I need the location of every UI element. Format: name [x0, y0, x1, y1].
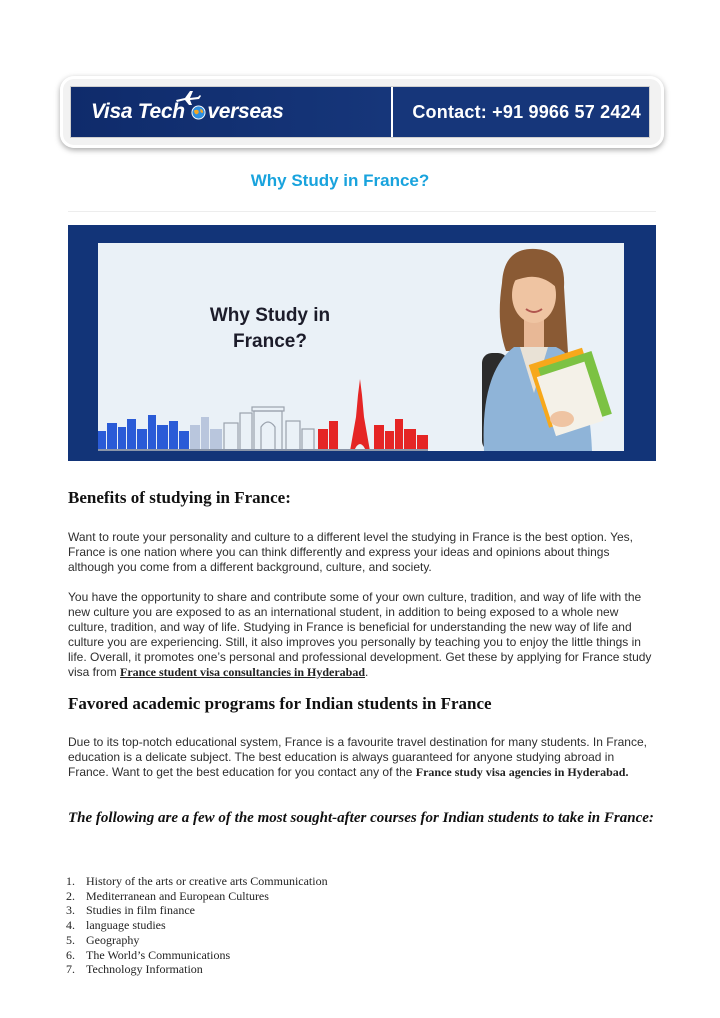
france-visa-agencies-text: France study visa agencies in Hyderabad. — [415, 765, 629, 779]
benefits-paragraph-2 — [68, 590, 658, 680]
logo-area — [71, 87, 391, 137]
list-item: 1. History of the arts or creative arts Communication — [66, 874, 328, 888]
programs-paragraph-text: Due to its top-notch educational system, France is a favourite travel destination for many students. In France, education is a delicate subject. The best education is always guaranteed for anyone studying abroad in France. Want to get the best education for you contact any of the — [68, 735, 647, 779]
student-illustration — [444, 243, 624, 451]
globe-icon — [191, 105, 206, 120]
list-item: 2. Mediterranean and European Cultures — [66, 888, 269, 903]
programs-paragraph — [68, 735, 658, 780]
benefits-paragraph-1: Want to route your personality and culture to a different level the studying in France is the best option. Yes, France is one nation where you can think differently and express your ideas and opinions about things although you come from a different background, culture, and society. — [68, 530, 634, 574]
header-banner — [70, 86, 650, 138]
programs-heading: Favored academic programs for Indian students in France — [68, 694, 492, 713]
list-item: 3. Studies in film finance — [66, 903, 195, 918]
benefits-paragraph-2-text: You have the opportunity to share and contribute some of your own culture, tradition, and way of life with the new culture you are exposed to as an international student, in addition to being exposed to a whole new culture, tradition, and way of life. Studying in France is beneficial for understanding the new way of life and culture you are experiencing. Still, it also improves you personally by teaching you to enjoy the little things in life. Overall, it promotes one’s personal and professional development. Get these by applying for France study visa from — [68, 590, 652, 679]
list-item: 4. language studies — [66, 918, 166, 933]
contact-phone: Contact: +91 9966 57 2424 — [412, 101, 641, 122]
courses-subheading: The following are a few of the most sought-after courses for Indian students to take in France: — [68, 810, 654, 826]
hero-line-1: Why Study in — [209, 305, 331, 326]
benefits-heading: Benefits of studying in France: — [68, 488, 291, 507]
logo-text-1: Visa Tech — [91, 100, 185, 123]
hero-inner-panel — [98, 243, 624, 451]
list-item: 7. Technology Information — [66, 962, 203, 977]
airplane-icon — [175, 90, 201, 106]
france-visa-consultancies-link[interactable]: France student visa consultancies in Hyderabad — [120, 665, 366, 679]
courses-list — [66, 874, 466, 977]
contact-area — [391, 87, 649, 137]
benefits-paragraph-2-end: . — [365, 665, 369, 679]
list-item: 5. Geography — [66, 932, 140, 947]
hero-image — [68, 225, 656, 461]
title-divider — [68, 211, 656, 212]
paris-skyline-illustration — [98, 375, 428, 451]
list-item: 6. The World’s Communications — [66, 947, 231, 962]
hero-line-2: France? — [233, 330, 307, 352]
logo-text-2: verseas — [207, 100, 284, 123]
hero-heading — [170, 303, 370, 354]
page-title: Why Study in France? — [250, 171, 430, 190]
